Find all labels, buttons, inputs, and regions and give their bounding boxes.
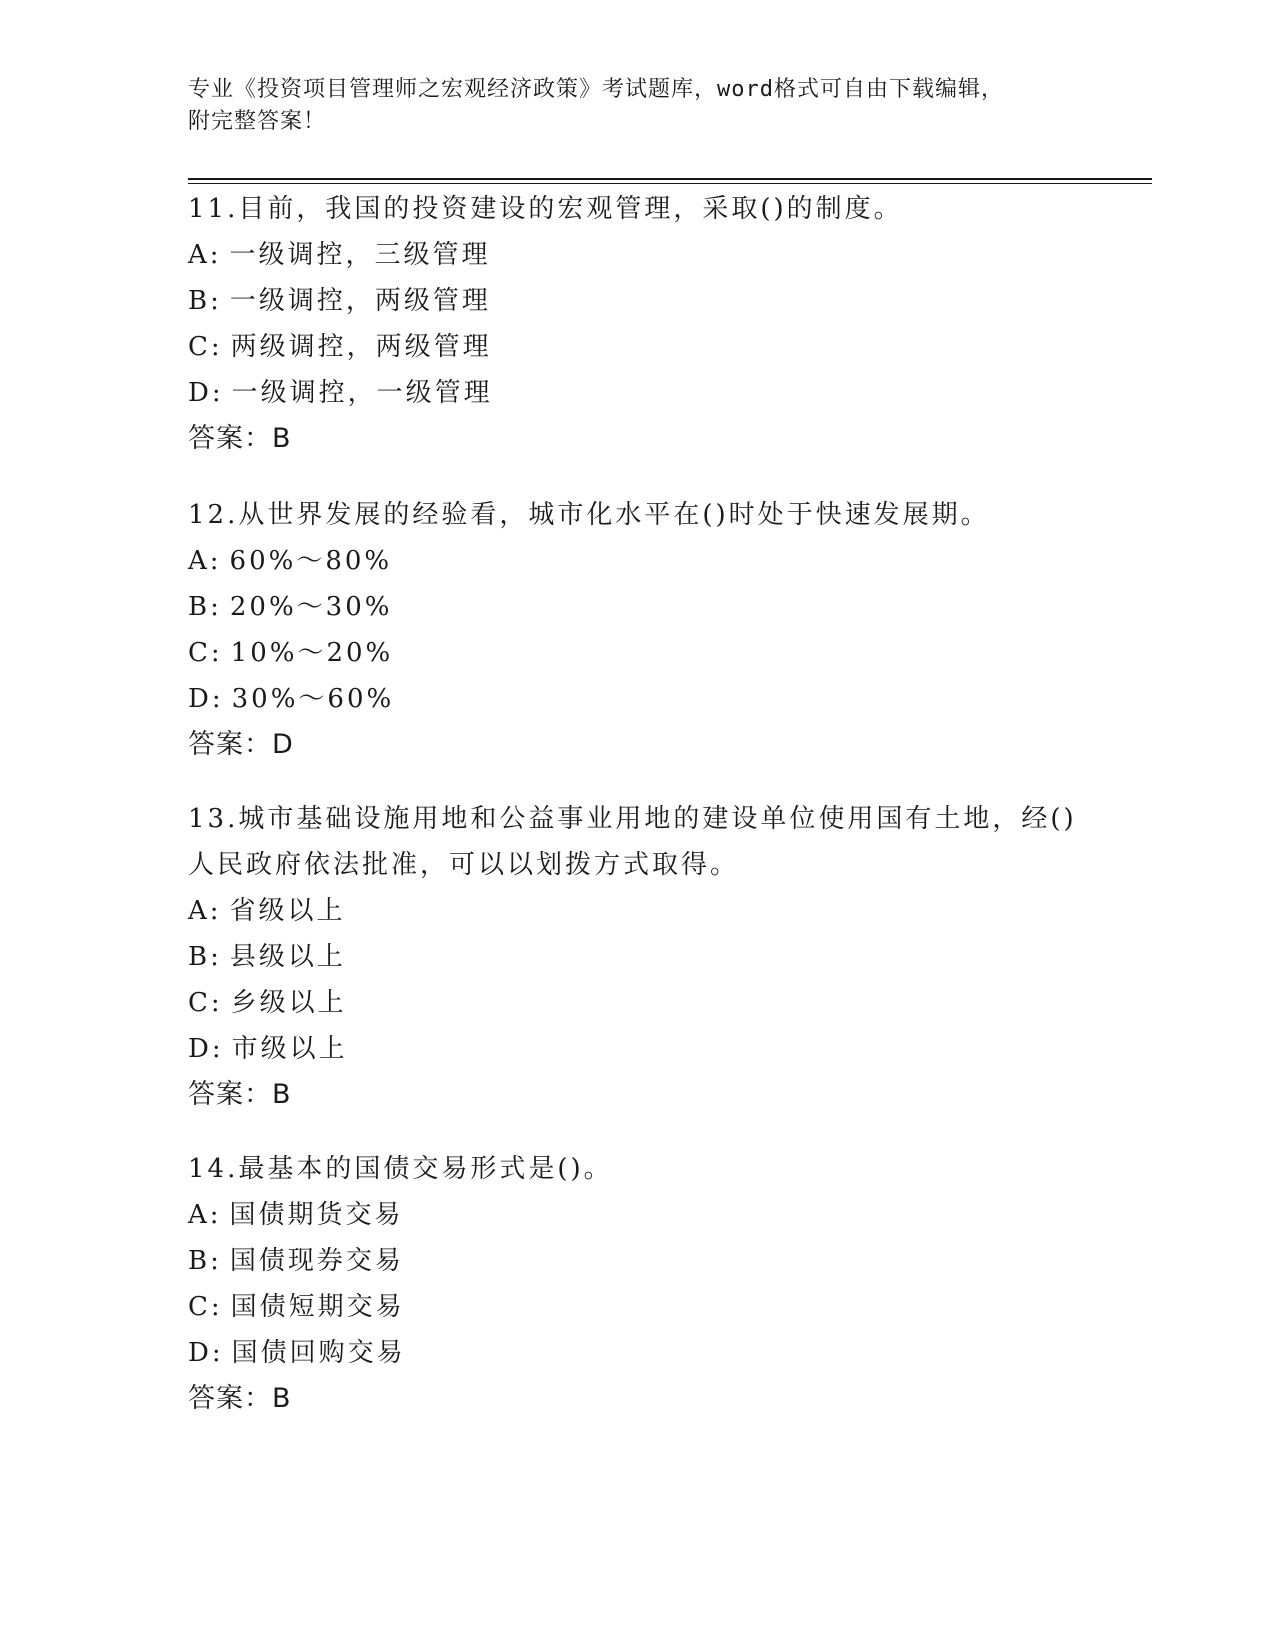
option-b <box>188 584 1088 630</box>
option-text: 60%～80% <box>229 546 393 576</box>
answer-line: 答案：B <box>188 1079 292 1110</box>
option-c <box>188 1284 1088 1330</box>
option-b <box>188 1238 1088 1284</box>
option-d <box>188 676 1088 722</box>
option-text: 30%～60% <box>231 684 395 714</box>
option-letter: A: <box>188 896 222 926</box>
option-text: 乡级以上 <box>230 988 347 1018</box>
option-c <box>188 980 1088 1026</box>
option-letter: C: <box>188 332 223 362</box>
option-letter: C: <box>188 638 223 668</box>
option-letter: D: <box>188 684 224 714</box>
option-letter: D: <box>188 1338 224 1368</box>
option-text: 国债短期交易 <box>230 1292 405 1322</box>
question-stem: 11.目前，我国的投资建设的宏观管理，采取()的制度。 <box>188 194 903 224</box>
option-text: 20%～30% <box>229 592 393 622</box>
question-12 <box>188 492 1088 768</box>
question-stem-line-1: 13.城市基础设施用地和公益事业用地的建设单位使用国有土地，经() <box>188 804 1077 834</box>
option-letter: D: <box>188 1034 224 1064</box>
option-text: 一级调控，三级管理 <box>229 240 491 270</box>
option-text: 国债回购交易 <box>231 1338 406 1368</box>
option-c <box>188 324 1088 370</box>
option-a <box>188 232 1088 278</box>
option-text: 一级调控，两级管理 <box>229 286 491 316</box>
option-a <box>188 1192 1088 1238</box>
option-d <box>188 1026 1088 1072</box>
option-text: 一级调控，一级管理 <box>231 378 493 408</box>
option-d <box>188 1330 1088 1376</box>
option-b <box>188 934 1088 980</box>
option-letter: C: <box>188 1292 223 1322</box>
option-letter: A: <box>188 1200 222 1230</box>
option-text: 市级以上 <box>231 1034 348 1064</box>
header-divider-thin <box>188 183 1152 184</box>
option-letter: B: <box>188 592 222 622</box>
option-c <box>188 630 1088 676</box>
option-a <box>188 888 1088 934</box>
answer-line: 答案：D <box>188 729 294 760</box>
header-line-1: 专业《投资项目管理师之宏观经济政策》考试题库，word格式可自由下载编辑， <box>188 77 1004 102</box>
option-letter: B: <box>188 1246 222 1276</box>
question-14 <box>188 1146 1088 1422</box>
header-divider-thick <box>188 178 1152 180</box>
option-b <box>188 278 1088 324</box>
option-text: 国债现券交易 <box>229 1246 404 1276</box>
header-line-2: 附完整答案！ <box>188 109 327 134</box>
question-stem-line-2: 人民政府依法批准，可以以划拨方式取得。 <box>188 850 740 880</box>
option-letter: D: <box>188 378 224 408</box>
option-text: 省级以上 <box>229 896 346 926</box>
document-header <box>188 74 1068 138</box>
question-stem: 14.最基本的国债交易形式是()。 <box>188 1154 613 1184</box>
question-11 <box>188 186 1088 462</box>
option-text: 县级以上 <box>229 942 346 972</box>
option-letter: B: <box>188 286 222 316</box>
option-text: 10%～20% <box>230 638 394 668</box>
option-letter: C: <box>188 988 223 1018</box>
option-letter: B: <box>188 942 222 972</box>
question-stem: 12.从世界发展的经验看，城市化水平在()时处于快速发展期。 <box>188 500 990 530</box>
answer-line: 答案：B <box>188 1383 292 1414</box>
option-text: 国债期货交易 <box>229 1200 404 1230</box>
option-letter: A: <box>188 546 222 576</box>
option-a <box>188 538 1088 584</box>
option-d <box>188 370 1088 416</box>
answer-line: 答案：B <box>188 423 292 454</box>
option-letter: A: <box>188 240 222 270</box>
option-text: 两级调控，两级管理 <box>230 332 492 362</box>
question-13 <box>188 796 1088 1118</box>
